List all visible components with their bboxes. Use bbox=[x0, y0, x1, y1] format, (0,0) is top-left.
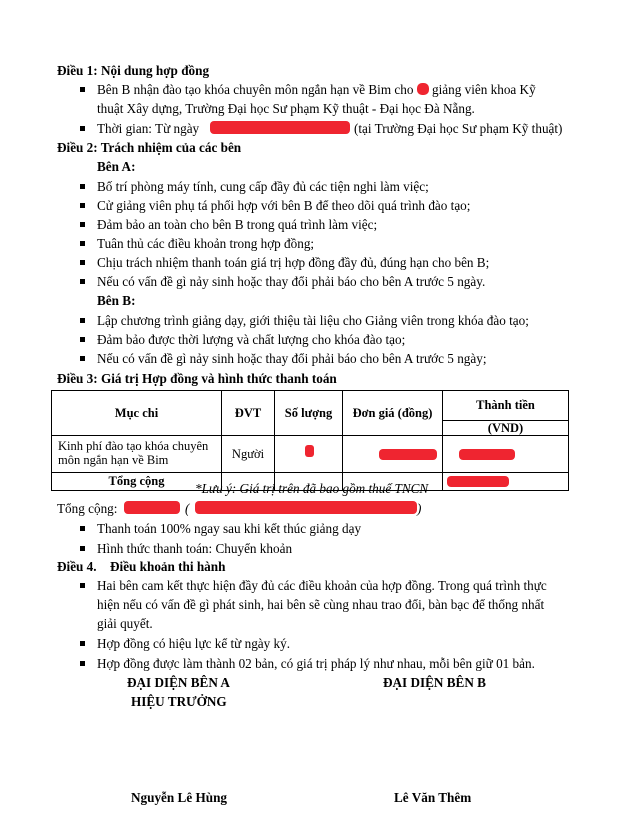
representative-a: ĐẠI DIỆN BÊN A bbox=[127, 675, 230, 690]
row-item bbox=[52, 436, 222, 473]
header-total-line-2: (VND) bbox=[443, 421, 569, 436]
article-4-item-1-line-2: hiện nếu có vấn đề gì phát sinh, hai bên sẽ cùng nhau trao đổi, bàn bạc để thống nhất bbox=[97, 597, 545, 612]
row-quantity bbox=[275, 436, 343, 473]
signer-name-a: Nguyễn Lê Hùng bbox=[131, 790, 227, 805]
bullet bbox=[80, 318, 85, 323]
bullet bbox=[80, 87, 85, 92]
party-a-item: Đảm bảo an toàn cho bên B trong quá trình làm việc; bbox=[97, 217, 378, 232]
signer-name-b: Lê Văn Thêm bbox=[394, 790, 472, 805]
party-a-item: Bố trí phòng máy tính, cung cấp đầy đủ các tiện nghi làm việc; bbox=[97, 179, 429, 194]
header-unit-price: Đơn giá (đồng) bbox=[343, 391, 443, 436]
article-1-item-1-text-a: Bên B nhận đào tạo khóa chuyên môn ngắn hạn về Bim cho bbox=[97, 82, 414, 97]
party-a-item: Nếu có vấn đề gì nảy sinh hoặc thay đổi phải báo cho bên A trước 5 ngày. bbox=[97, 274, 486, 289]
row-unit-price bbox=[343, 436, 443, 473]
article-2-heading: Điều 2: Trách nhiệm của các bên bbox=[57, 140, 242, 155]
party-b-item: Lập chương trình giảng dạy, giới thiệu tài liệu cho Giảng viên trong khóa đào tạo; bbox=[97, 313, 529, 328]
article-1-item-1-line-2: thuật Xây dựng, Trường Đại học Sư phạm Kỹ thuật - Đại học Đà Nẵng. bbox=[97, 101, 475, 116]
redaction-mark bbox=[305, 445, 314, 457]
bullet bbox=[80, 184, 85, 189]
bullet bbox=[80, 279, 85, 284]
row-item-line-1: Kinh phí đào tạo khóa chuyên bbox=[58, 439, 209, 454]
bullet bbox=[80, 203, 85, 208]
payment-item: Hình thức thanh toán: Chuyển khoản bbox=[97, 541, 293, 556]
party-b-label: Bên B: bbox=[97, 293, 136, 308]
tax-note: *Lưu ý: Giá trị trên đã bao gồm thuế TNCN bbox=[195, 481, 429, 496]
bullet bbox=[80, 661, 85, 666]
redaction-mark bbox=[124, 501, 180, 514]
representative-a-title: HIỆU TRƯỞNG bbox=[131, 694, 227, 709]
party-a-label: Bên A: bbox=[97, 159, 136, 174]
contract-value-table bbox=[51, 390, 569, 491]
redaction-mark bbox=[459, 449, 515, 460]
party-a-item: Cử giảng viên phụ tá phối hợp với bên B để theo dõi quá trình đào tạo; bbox=[97, 198, 471, 213]
article-4-item-3: Hợp đồng được làm thành 02 bản, có giá trị pháp lý như nhau, mỗi bên giữ 01 bản. bbox=[97, 656, 535, 671]
article-4-item-2: Hợp đồng có hiệu lực kể từ ngày ký. bbox=[97, 636, 291, 651]
redaction-mark bbox=[417, 83, 429, 95]
bullet bbox=[80, 546, 85, 551]
sum-label: Tổng cộng bbox=[52, 473, 222, 491]
header-quantity: Số lượng bbox=[275, 391, 343, 436]
bullet bbox=[80, 641, 85, 646]
redaction-mark bbox=[195, 501, 417, 514]
party-b-item: Nếu có vấn đề gì nảy sinh hoặc thay đổi phải báo cho bên A trước 5 ngày; bbox=[97, 351, 487, 366]
article-4-heading-text: Điều khoản thi hành bbox=[110, 559, 226, 574]
total-label: Tổng cộng: bbox=[57, 501, 118, 516]
bullet bbox=[80, 126, 85, 131]
redaction-mark bbox=[447, 476, 509, 487]
redaction-mark bbox=[210, 121, 350, 134]
row-unit: Người bbox=[222, 436, 275, 473]
article-4-item-1-line-1: Hai bên cam kết thực hiện đầy đủ các điều khoản của hợp đồng. Trong quá trình thực bbox=[97, 578, 547, 593]
payment-item: Thanh toán 100% ngay sau khi kết thúc giảng dạy bbox=[97, 521, 362, 536]
article-1-item-1-text-b: giảng viên khoa Kỹ bbox=[432, 82, 536, 97]
total-amount-words-close: ) bbox=[417, 501, 422, 516]
article-3-heading: Điều 3: Giá trị Hợp đồng và hình thức thanh toán bbox=[57, 371, 337, 386]
party-a-item: Tuân thủ các điều khoản trong hợp đồng; bbox=[97, 236, 315, 251]
party-b-item: Đảm bảo được thời lượng và chất lượng cho khóa đào tạo; bbox=[97, 332, 406, 347]
article-1-item-2-a: Thời gian: Từ ngày bbox=[97, 121, 200, 136]
row-total bbox=[443, 436, 569, 473]
article-4-heading-number: Điều 4. bbox=[57, 559, 97, 574]
bullet bbox=[80, 526, 85, 531]
header-total-line-1: Thành tiền bbox=[443, 391, 569, 421]
sum-total bbox=[443, 473, 569, 491]
article-1-item-2-b: (tại Trường Đại học Sư phạm Kỹ thuật) bbox=[354, 121, 563, 136]
bullet bbox=[80, 241, 85, 246]
bullet bbox=[80, 222, 85, 227]
party-a-item: Chịu trách nhiệm thanh toán giá trị hợp đồng đầy đủ, đúng hạn cho bên B; bbox=[97, 255, 490, 270]
header-unit: ĐVT bbox=[222, 391, 275, 436]
representative-b: ĐẠI DIỆN BÊN B bbox=[383, 675, 486, 690]
bullet bbox=[80, 337, 85, 342]
article-1-heading: Điều 1: Nội dung hợp đồng bbox=[57, 63, 210, 78]
bullet bbox=[80, 260, 85, 265]
total-amount-words-open: ( bbox=[185, 501, 190, 516]
row-item-line-2: môn ngắn hạn về Bim bbox=[58, 453, 169, 467]
bullet bbox=[80, 356, 85, 361]
redaction-mark bbox=[379, 449, 437, 460]
header-item: Mục chi bbox=[52, 391, 222, 436]
article-4-item-1-line-3: giải quyết. bbox=[97, 616, 153, 631]
article-1-item-1-line-1 bbox=[97, 83, 536, 96]
bullet bbox=[80, 583, 85, 588]
